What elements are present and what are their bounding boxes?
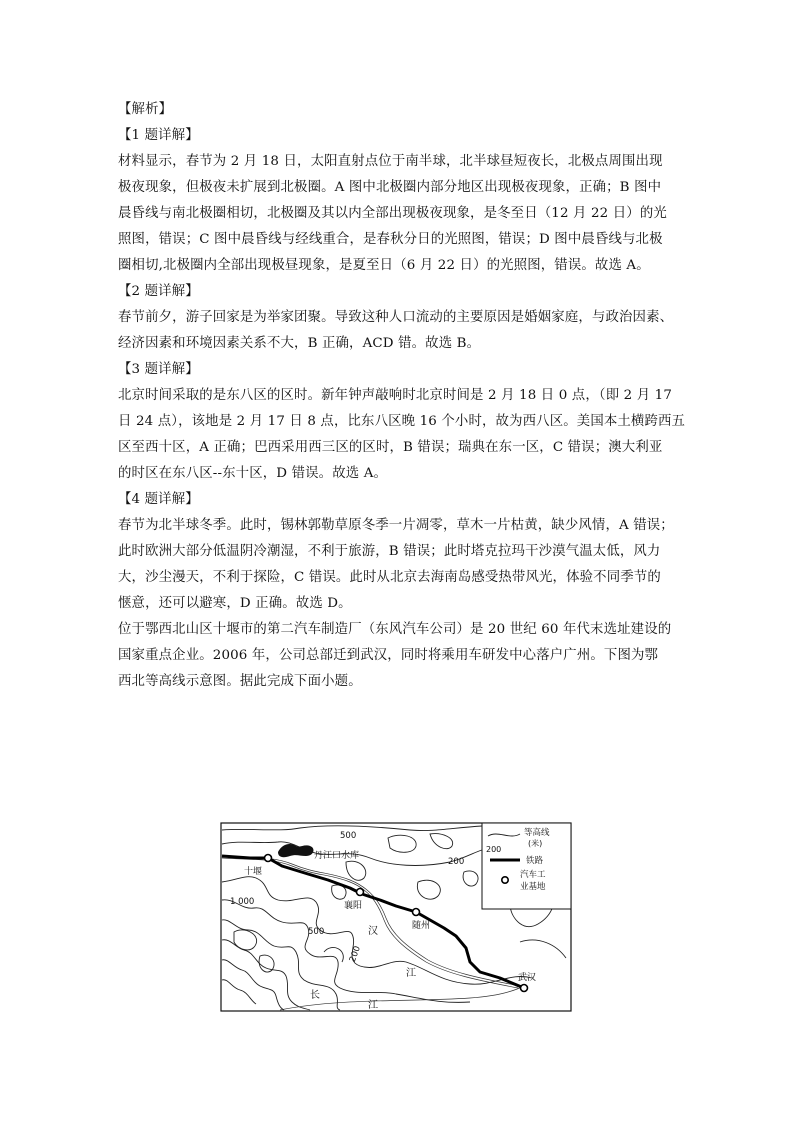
- text-line: 的时区在东八区--东十区，D 错误。故选 A。: [118, 466, 388, 481]
- text-line: 材料显示，春节为 2 月 18 日，太阳直射点位于南半球，北半球昼短夜长，北极点周围出现: [118, 154, 663, 169]
- legend-base-label-1: 汽车工: [520, 870, 546, 880]
- label-suizhou: 随州: [412, 921, 431, 931]
- text-line: 晨昏线与南北极圈相切，北极圈及其以内全部出现极夜现象，是冬至日（12 月 22 日）的光: [118, 206, 667, 221]
- contour-map-svg: [220, 822, 572, 1012]
- text-line: 春节前夕，游子回家是为举家团聚。导致这种人口流动的主要原因是婚姻家庭，与政治因素、: [118, 310, 674, 325]
- base-point-wuhan: [521, 985, 528, 992]
- text-line: 【2 题详解】: [118, 284, 199, 299]
- label-xiangyang: 襄阳: [344, 901, 363, 911]
- text-line: 极夜现象，但极夜未扩展到北极圈。A 图中北极圈内部分地区出现极夜现象，正确；B 图中: [118, 180, 662, 195]
- label-shiyan: 十堰: [244, 867, 263, 877]
- label-jiang2: 江: [368, 1000, 378, 1011]
- map-legend: [482, 823, 571, 909]
- label-jiang: 江: [406, 968, 416, 979]
- text-line: 经济因素和环境因素关系不大，B 正确，ACD 错。故选 B。: [118, 336, 481, 351]
- text-line: 惬意，还可以避寒，D 正确。故选 D。: [118, 596, 352, 611]
- contour-label-500-top: 500: [340, 831, 357, 841]
- text-line: 大，沙尘漫天，不利于探险，C 错误。此时从北京去海南岛感受热带风光，体验不同季节的: [118, 570, 661, 585]
- contour-label-200-top: 200: [448, 857, 465, 867]
- text-line: 【解析】: [118, 102, 173, 117]
- label-reservoir: 丹江口水库: [314, 851, 360, 861]
- legend-railway-label: 铁路: [526, 856, 544, 866]
- text-line: 圈相切,北极圈内全部出现极昼现象，是夏至日（6 月 22 日）的光照图，错误。故选 A。: [118, 258, 650, 273]
- base-point-suizhou: [413, 909, 420, 916]
- label-han: 汉: [368, 926, 378, 937]
- base-point-xiangyang: [357, 889, 364, 896]
- text-line: 国家重点企业。2006 年，公司总部迁到武汉，同时将乘用车研发中心落户广州。下图为鄂: [118, 648, 659, 663]
- text-line: 此时欧洲大部分低温阴冷潮湿，不利于旅游，B 错误；此时塔克拉玛干沙漠气温太低，风力: [118, 544, 661, 559]
- text-line: 位于鄂西北山区十堰市的第二汽车制造厂（东风汽车公司）是 20 世纪 60 年代末选址建设的: [118, 622, 672, 637]
- legend-contour-unit: (米): [528, 839, 543, 848]
- legend-contour-value: 200: [486, 845, 502, 854]
- text-line: 【4 题详解】: [118, 492, 199, 507]
- text-line: 春节为北半球冬季。此时，锡林郭勒草原冬季一片凋零，草木一片枯黄，缺少风情，A 错误；: [118, 518, 674, 533]
- text-line: 北京时间采取的是东八区的区时。新年钟声敲响时北京时间是 2 月 18 日 0 点，（即 2 月 17: [118, 388, 673, 403]
- legend-base-label-2: 业基地: [520, 882, 546, 892]
- text-line: 【1 题详解】: [118, 128, 199, 143]
- contour-map: [220, 822, 572, 1012]
- text-line: 日 24 点），该地是 2 月 17 日 8 点，比东八区晚 16 个小时，故为西八区。美国本土横跨西五: [118, 414, 686, 429]
- text-line: 【3 题详解】: [118, 362, 199, 377]
- contour-label-200-mid: 200: [347, 944, 363, 964]
- label-chang: 长: [310, 990, 320, 1001]
- legend-base-sample: [502, 877, 508, 883]
- contour-label-1000: 1 000: [230, 897, 255, 907]
- analysis-text: [118, 97, 686, 695]
- text-line: 区至西十区，A 正确；巴西采用西三区的区时，B 错误；瑞典在东一区，C 错误；澳大利亚: [118, 440, 663, 455]
- contour-label-500-mid: 500: [308, 927, 325, 937]
- legend-contour-label: 等高线: [524, 828, 550, 838]
- text-line: 照图，错误；C 图中晨昏线与经线重合，是春秋分日的光照图，错误；D 图中晨昏线与北极: [118, 232, 663, 247]
- label-wuhan: 武汉: [518, 973, 537, 983]
- text-line: 西北等高线示意图。据此完成下面小题。: [118, 674, 362, 689]
- base-point-shiyan: [265, 855, 272, 862]
